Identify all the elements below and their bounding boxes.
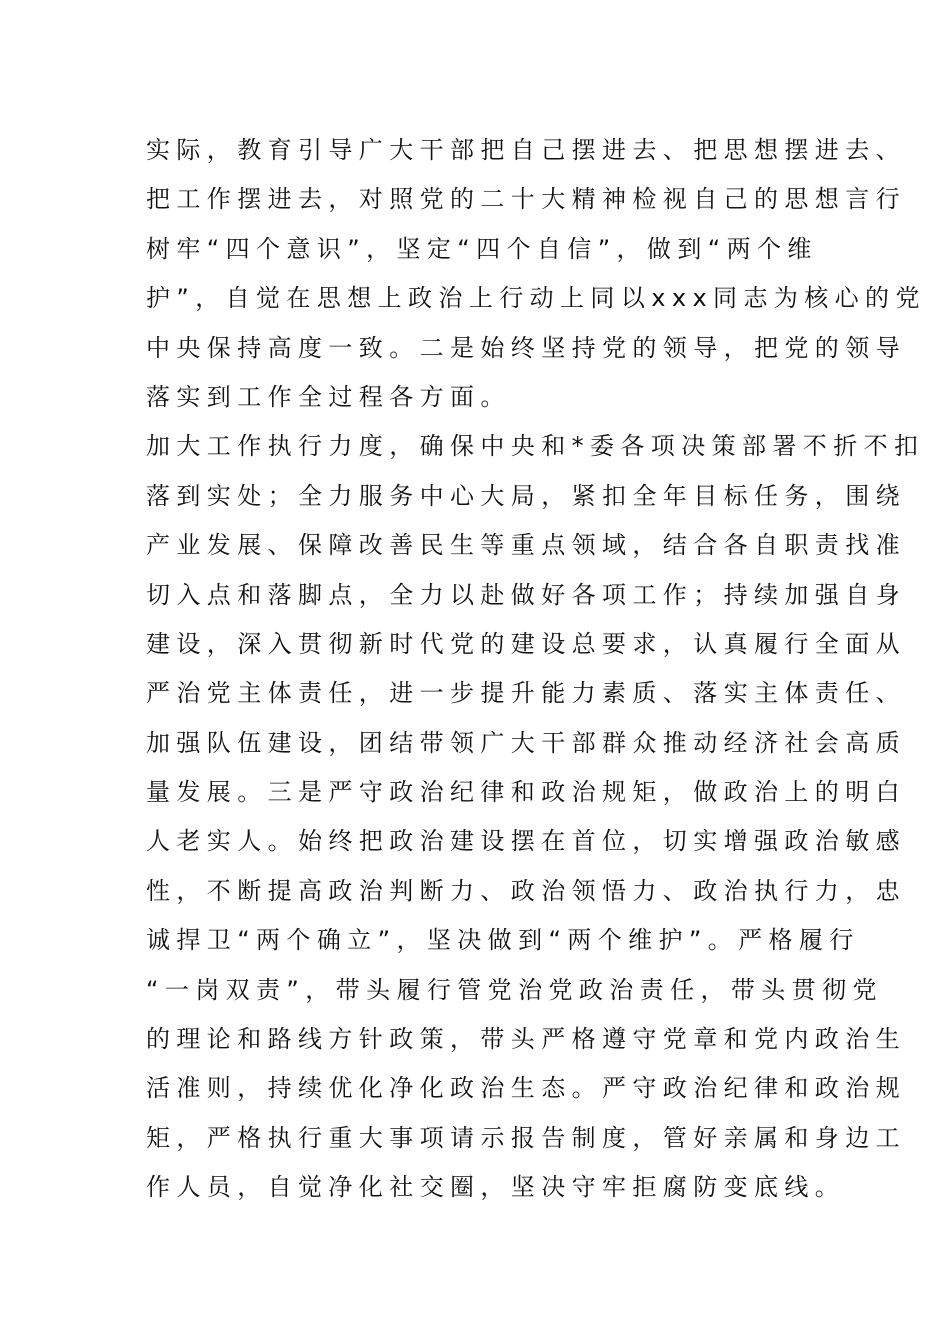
- text-line-21: 矩，严格执行重大事项请示报告制度，管好亲属和身边工: [146, 1123, 906, 1152]
- text-line-13: 加强队伍建设，团结带领广大干部群众推动经济社会高质: [146, 728, 906, 757]
- text-line-10: 切入点和落脚点，全力以赴做好各项工作；持续加强自身: [146, 580, 906, 609]
- text-line-22: 作人员，自觉净化社交圈，坚决守牢拒腐防变底线。: [146, 1173, 846, 1202]
- text-line-4: 护”，自觉在思想上政治上行动上同以xxx同志为核心的党: [146, 284, 926, 313]
- text-line-7: 加大工作执行力度，确保中央和*委各项决策部署不折不扣: [146, 432, 925, 461]
- text-line-20: 活准则，持续优化净化政治生态。严守政治纪律和政治规: [146, 1074, 906, 1103]
- body-text: [146, 126, 926, 1213]
- text-line-3: 树牢“四个意识”，坚定“四个自信”，做到“两个维: [146, 234, 818, 263]
- text-line-15: 人老实人。始终把政治建设摆在首位，切实增强政治敏感: [146, 827, 906, 856]
- text-line-6: 落实到工作全过程各方面。: [146, 382, 511, 411]
- text-line-17: 诚捍卫“两个确立”，坚决做到“两个维护”。严格履行: [146, 926, 860, 955]
- text-line-1: 实际，教育引导广大干部把自己摆进去、把思想摆进去、: [146, 136, 906, 164]
- text-line-19: 的理论和路线方针政策，带头严格遵守党章和党内政治生: [146, 1025, 906, 1054]
- text-line-12: 严治党主体责任，进一步提升能力素质、落实主体责任、: [146, 679, 906, 708]
- text-line-18: “一岗双责”，带头履行管党治党政治责任，带头贯彻党: [146, 975, 883, 1004]
- text-line-2: 把工作摆进去，对照党的二十大精神检视自己的思想言行: [146, 185, 906, 214]
- text-line-16: 性，不断提高政治判断力、政治领悟力、政治执行力，忠: [146, 876, 906, 905]
- text-line-8: 落到实处；全力服务中心大局，紧扣全年目标任务，围绕: [146, 481, 906, 510]
- text-line-5: 中央保持高度一致。二是始终坚持党的领导，把党的领导: [146, 333, 906, 362]
- text-line-14: 量发展。三是严守政治纪律和政治规矩，做政治上的明白: [146, 778, 906, 807]
- text-line-11: 建设，深入贯彻新时代党的建设总要求，认真履行全面从: [146, 629, 906, 658]
- text-line-9: 产业发展、保障改善民生等重点领域，结合各自职责找准: [146, 531, 906, 560]
